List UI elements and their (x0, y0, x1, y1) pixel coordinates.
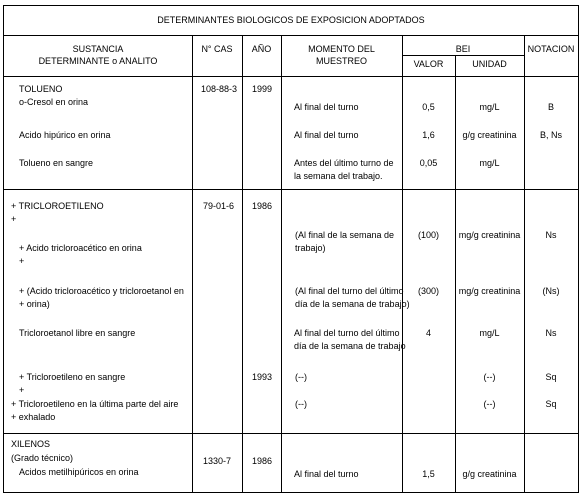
determinant: Tolueno en sangre (19, 158, 94, 168)
determinant: + Acido tricloroacético en orina (19, 243, 142, 253)
header-sustancia: SUSTANCIA (72, 44, 124, 54)
table-title: DETERMINANTES BIOLOGICOS DE EXPOSICION ADOPTADOS (157, 15, 425, 25)
sampling-time: (Al final de la semana de (295, 230, 395, 240)
rule-under-title (4, 35, 578, 36)
plus-marker: + (19, 385, 25, 395)
year: 1993 (252, 372, 273, 382)
bei-unit: (--) (483, 372, 496, 382)
header-notacion: NOTACION (527, 44, 575, 54)
year: 1999 (252, 84, 273, 94)
cas-number: 1330-7 (203, 456, 232, 466)
determinant: Acidos metilhipúricos en orina (19, 467, 139, 477)
substance-name: TOLUENO (19, 84, 63, 94)
cas-number: 79-01-6 (203, 201, 235, 211)
sampling-time-cont: día de la semana de trabajo) (295, 299, 410, 309)
bei-value: (300) (417, 286, 439, 296)
bei-unit: mg/L (479, 102, 500, 112)
year: 1986 (252, 201, 273, 211)
header-bei: BEI (455, 44, 471, 54)
determinant-cont: + orina) (19, 299, 50, 309)
col-rule-3 (281, 35, 282, 492)
determinant-cont: + exhalado (11, 412, 56, 422)
bei-unit: mg/L (479, 158, 500, 168)
sampling-time: (--) (295, 399, 307, 409)
substance-name: XILENOS (11, 439, 51, 449)
header-muestreo: MUESTREO (315, 56, 367, 66)
sampling-time: Antes del último turno de (294, 158, 394, 168)
header-unidad: UNIDAD (472, 59, 507, 69)
col-rule-2 (242, 35, 243, 492)
bei-value: 0,5 (422, 102, 435, 112)
plus-marker: + (11, 214, 17, 224)
bei-value: (100) (417, 230, 439, 240)
header-cas: N° CAS (201, 44, 233, 54)
determinant: o-Cresol en orina (19, 97, 89, 107)
sampling-time: (--) (295, 372, 307, 382)
header-valor: VALOR (413, 59, 444, 69)
sampling-time: Al final del turno (294, 469, 359, 479)
sampling-time: (Al final del turno del último (295, 286, 404, 296)
notation: Ns (545, 328, 557, 338)
year: 1986 (252, 456, 273, 466)
determinant: Acido hipúrico en orina (19, 130, 111, 140)
determinant: + Tricloroetileno en la última parte del aire (11, 399, 179, 409)
rule-bei-split (402, 55, 524, 56)
substance-name: + TRICLOROETILENO (11, 201, 104, 211)
substance-grade: (Grado técnico) (11, 453, 74, 463)
sampling-time: Al final del turno del último (294, 328, 400, 338)
sampling-time: Al final del turno (294, 102, 359, 112)
header-determinante: DETERMINANTE o ANALITO (38, 56, 158, 66)
header-momento: MOMENTO DEL (308, 44, 375, 54)
bei-unit: g/g creatinina (462, 130, 517, 140)
bei-value: 1,5 (422, 469, 435, 479)
header-anio: AÑO (251, 44, 272, 54)
sampling-time-cont: día de la semana de trabajo (294, 341, 406, 351)
notation: B (547, 102, 554, 112)
bei-value: 4 (425, 328, 431, 338)
notation: Sq (545, 372, 557, 382)
bei-unit: mg/g creatinina (458, 286, 521, 296)
bei-value: 1,6 (422, 130, 435, 140)
determinant: + (Acido tricloroacético y tricloroetanol en (19, 286, 184, 296)
cas-number: 108-88-3 (201, 84, 238, 94)
notation: (Ns) (542, 286, 560, 296)
rule-after-tolueno (4, 189, 578, 190)
notation: B, Ns (539, 130, 562, 140)
rule-after-tricloro (4, 433, 578, 434)
plus-marker: + (19, 256, 25, 266)
determinant: + Tricloroetileno en sangre (19, 372, 126, 382)
sampling-time: Al final del turno (294, 130, 359, 140)
sampling-time-cont: trabajo) (295, 243, 326, 253)
bei-unit: mg/L (479, 328, 500, 338)
rule-under-header (4, 76, 578, 77)
determinant: Tricloroetanol libre en sangre (19, 328, 136, 338)
bei-unit: g/g creatinina (462, 469, 517, 479)
bei-value: 0,05 (419, 158, 438, 168)
sampling-time-cont: la semana del trabajo. (294, 171, 383, 181)
notation: Sq (545, 399, 557, 409)
bei-unit: (--) (483, 399, 496, 409)
notation: Ns (545, 230, 557, 240)
col-rule-1 (192, 35, 193, 492)
col-rule-5 (455, 55, 456, 492)
bei-table (3, 5, 579, 493)
bei-unit: mg/g creatinina (458, 230, 521, 240)
